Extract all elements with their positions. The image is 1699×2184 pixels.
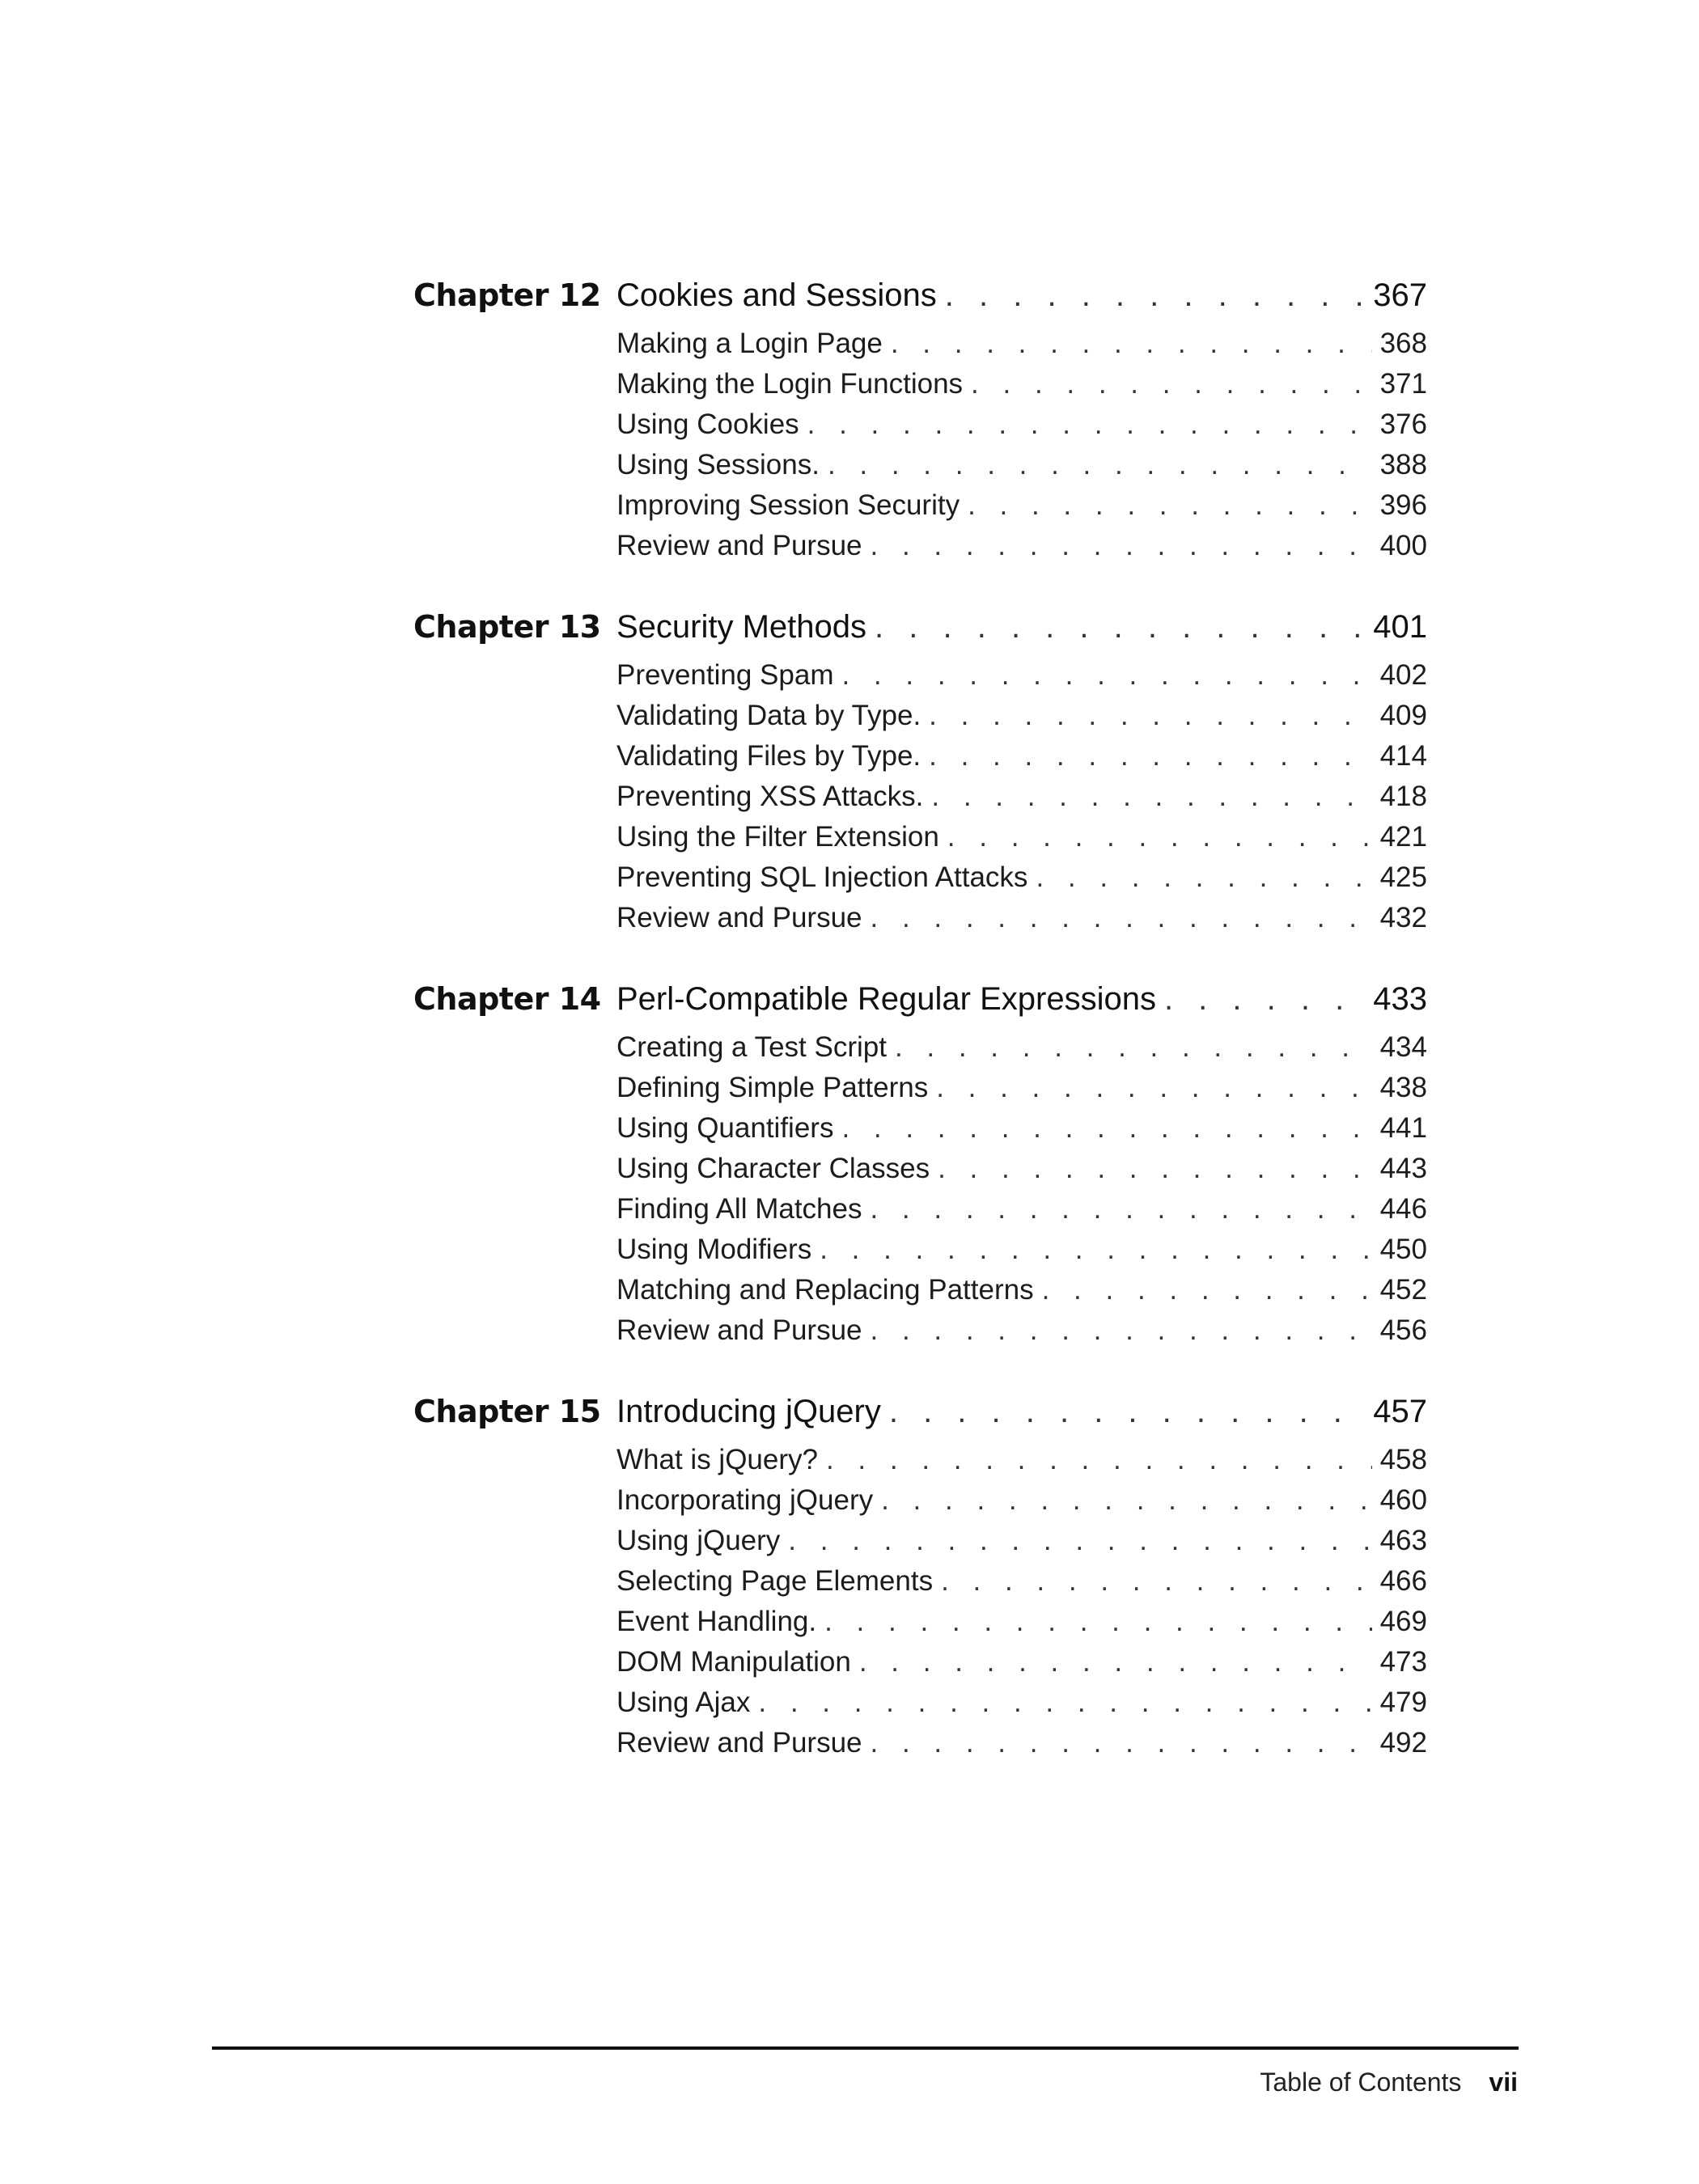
toc-entry[interactable] [616,485,1427,526]
entry-title: Making a Login Page [616,328,883,359]
entry-title: Review and Pursue [616,1727,862,1759]
entry-page: 388 [1379,449,1427,480]
entry-page: 441 [1379,1112,1427,1144]
entry-title: Event Handling. [616,1606,817,1637]
chapter-page: 401 [1373,609,1427,645]
entry-title: Creating a Test Script [616,1031,887,1063]
dot-leader [826,1440,1372,1480]
entry-title: DOM Manipulation [616,1646,851,1678]
entry-title: Using jQuery [616,1525,781,1556]
entry-page: 414 [1379,740,1427,772]
entry-page: 466 [1379,1565,1427,1597]
entry-page: 409 [1379,700,1427,731]
dot-leader [871,1310,1373,1351]
dot-leader [871,898,1373,938]
toc-entry[interactable] [616,1521,1427,1561]
dot-leader [871,1723,1373,1763]
toc-entry[interactable] [616,736,1427,777]
dot-leader [945,267,1366,324]
toc-entry[interactable] [616,1642,1427,1682]
entry-title: Preventing XSS Attacks. [616,781,924,812]
chapter-12 [0,267,1699,566]
chapter-title: Introducing jQuery [616,1394,881,1429]
chapter-title: Perl-Compatible Regular Expressions [616,981,1156,1017]
toc-entry[interactable] [616,1270,1427,1310]
toc-entry[interactable] [616,898,1427,938]
entry-page: 438 [1379,1072,1427,1103]
toc-entry[interactable] [616,1723,1427,1763]
table-of-contents [0,267,1699,1763]
toc-entry[interactable] [616,445,1427,485]
chapter-page: 433 [1373,981,1427,1017]
dot-leader [1036,857,1372,898]
toc-entry[interactable] [616,817,1427,857]
entry-title: What is jQuery? [616,1444,818,1475]
entry-title: Using Sessions. [616,449,820,480]
toc-entry[interactable] [616,364,1427,404]
chapter-14 [0,971,1699,1351]
toc-entry[interactable] [616,324,1427,364]
dot-leader [936,1068,1372,1108]
dot-leader [824,1602,1372,1642]
dot-leader [929,696,1372,736]
dot-leader [870,1189,1372,1230]
dot-leader [871,526,1373,566]
chapter-label: Chapter 14 [413,981,601,1017]
entry-title: Using Modifiers [616,1234,812,1265]
toc-entry[interactable] [616,1108,1427,1149]
dot-leader [941,1561,1372,1602]
toc-entry[interactable] [616,696,1427,736]
entry-page: 371 [1379,368,1427,400]
entry-page: 458 [1379,1444,1427,1475]
dot-leader [828,445,1372,485]
entry-title: Review and Pursue [616,902,862,933]
chapter-title-row[interactable] [616,1383,1427,1440]
entry-page: 402 [1379,659,1427,691]
entry-page: 450 [1379,1234,1427,1265]
entry-page: 376 [1379,408,1427,440]
entry-page: 479 [1379,1687,1427,1718]
toc-entry[interactable] [616,1602,1427,1642]
dot-leader [891,324,1372,364]
chapter-title-row[interactable] [616,599,1427,655]
entry-page: 396 [1379,489,1427,521]
entry-page: 421 [1379,821,1427,853]
entry-title: Preventing Spam [616,659,834,691]
dot-leader [929,736,1372,777]
entry-page: 418 [1379,781,1427,812]
dot-leader [895,1027,1372,1068]
entry-page: 473 [1379,1646,1427,1678]
entry-title: Improving Session Security [616,489,960,521]
dot-leader [938,1149,1372,1189]
page-number: vii [1489,2068,1518,2097]
entry-title: Using the Filter Extension [616,821,939,853]
entry-page: 425 [1379,861,1427,893]
toc-entry[interactable] [616,1561,1427,1602]
toc-entry[interactable] [616,1682,1427,1723]
dot-leader [931,777,1372,817]
chapter-title: Cookies and Sessions [616,277,937,313]
dot-leader [859,1642,1372,1682]
dot-leader [881,1480,1372,1521]
entry-page: 463 [1379,1525,1427,1556]
entry-title: Using Quantifiers [616,1112,834,1144]
footer-rule [212,2046,1519,2050]
toc-entry[interactable] [616,1027,1427,1068]
toc-entry[interactable] [616,1149,1427,1189]
dot-leader [875,599,1366,655]
chapter-title-row[interactable] [616,267,1427,324]
entry-title: Validating Files by Type. [616,740,922,772]
toc-entry[interactable] [616,857,1427,898]
entry-title: Preventing SQL Injection Attacks [616,861,1028,893]
toc-entry[interactable] [616,777,1427,817]
dot-leader [1042,1270,1372,1310]
entry-page: 469 [1379,1606,1427,1637]
chapter-13 [0,599,1699,938]
entry-page: 443 [1379,1153,1427,1184]
entry-title: Using Cookies [616,408,799,440]
page-footer [1260,2068,1518,2097]
entry-title: Making the Login Functions [616,368,964,400]
dot-leader [1164,971,1366,1027]
toc-entry[interactable] [616,1189,1427,1230]
running-footer-label: Table of Contents [1260,2068,1462,2097]
dot-leader [841,1108,1372,1149]
toc-entry[interactable] [616,1068,1427,1108]
chapter-page: 457 [1373,1394,1427,1429]
entry-title: Validating Data by Type. [616,700,922,731]
entry-page: 460 [1379,1484,1427,1516]
entry-page: 456 [1379,1314,1427,1346]
toc-entry[interactable] [616,1480,1427,1521]
chapter-title-row[interactable] [616,971,1427,1027]
dot-leader [889,1383,1366,1440]
dot-leader [758,1682,1372,1723]
entry-page: 400 [1379,530,1427,561]
entry-title: Selecting Page Elements [616,1565,934,1597]
entry-page: 432 [1379,902,1427,933]
entry-page: 368 [1379,328,1427,359]
entry-page: 446 [1379,1193,1427,1225]
entry-title: Using Ajax [616,1687,751,1718]
chapter-title: Security Methods [616,609,867,645]
entry-title: Review and Pursue [616,530,862,561]
chapter-label: Chapter 15 [413,1394,601,1429]
chapter-label: Chapter 12 [413,277,601,313]
toc-entry[interactable] [616,1230,1427,1270]
dot-leader [807,404,1372,445]
dot-leader [968,485,1372,526]
entry-page: 492 [1379,1727,1427,1759]
dot-leader [971,364,1372,404]
toc-entry[interactable] [616,1310,1427,1351]
toc-entry[interactable] [616,404,1427,445]
entry-title: Finding All Matches [616,1193,862,1225]
chapter-label: Chapter 13 [413,609,601,645]
dot-leader [820,1230,1372,1270]
toc-entry[interactable] [616,1440,1427,1480]
chapter-page: 367 [1373,277,1427,313]
entry-title: Incorporating jQuery [616,1484,874,1516]
entry-title: Defining Simple Patterns [616,1072,929,1103]
dot-leader [947,817,1372,857]
entry-title: Matching and Replacing Patterns [616,1274,1034,1306]
toc-entry[interactable] [616,655,1427,696]
entry-title: Using Character Classes [616,1153,930,1184]
entry-page: 434 [1379,1031,1427,1063]
chapter-15 [0,1383,1699,1763]
dot-leader [841,655,1372,696]
entry-page: 452 [1379,1274,1427,1306]
entry-title: Review and Pursue [616,1314,862,1346]
toc-entry[interactable] [616,526,1427,566]
dot-leader [788,1521,1372,1561]
